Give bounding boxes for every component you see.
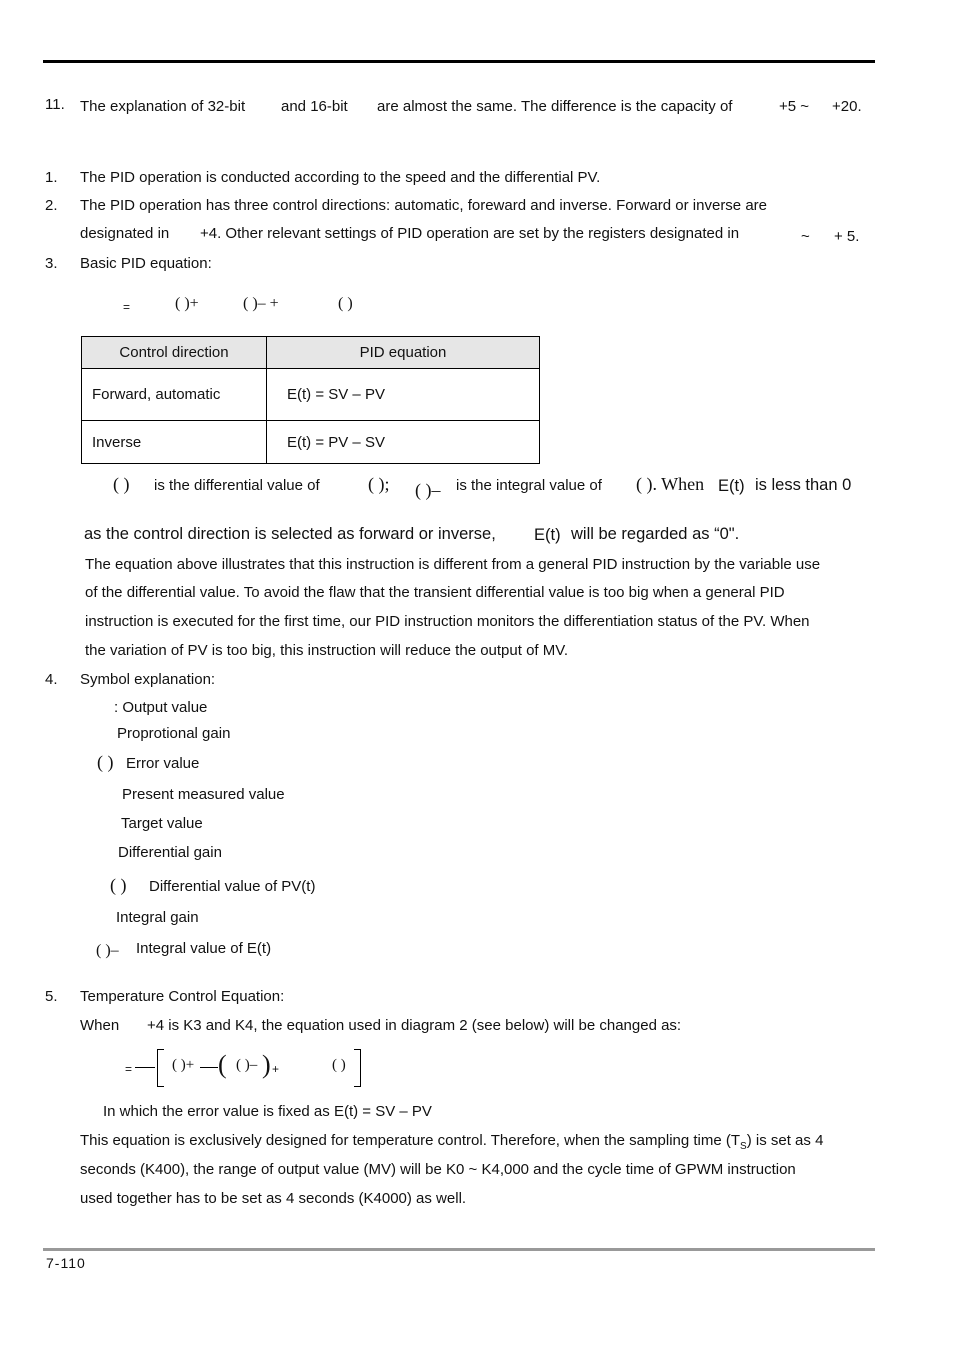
temp-eq-equals: = xyxy=(125,1062,133,1076)
explain-line-2b: will be regarded as “0". xyxy=(571,525,740,543)
temp-paragraph-line-1 xyxy=(80,1132,823,1152)
symbol-kp: Proprotional gain xyxy=(117,725,231,742)
equation-term-2: ( )– + xyxy=(243,295,279,312)
symbol-error-paren: ( ) xyxy=(97,752,114,772)
table-header-direction: Control direction xyxy=(82,337,267,369)
left-bracket xyxy=(157,1049,164,1087)
explain-paren-1: ( ) xyxy=(113,474,130,494)
table-cell-direction: Inverse xyxy=(82,421,267,464)
table-header-row xyxy=(82,337,540,369)
list-item-2-line-2b: +4. Other relevant settings of PID operation are set by the registers designated in xyxy=(200,225,740,242)
explain-paragraph-line: of the differential value. To avoid the flaw that the transient differential value is too big when a general PID xyxy=(85,584,785,601)
temp-eq-term-3: ( ) xyxy=(332,1057,346,1073)
left-paren: ( xyxy=(218,1050,227,1079)
note-text-3: are almost the same. The difference is the capacity of xyxy=(377,98,733,115)
temp-fixed-error: In which the error value is fixed as E(t) = SV – PV xyxy=(103,1103,432,1120)
note-text-1: The explanation of 32-bit xyxy=(80,98,246,115)
explain-line-2a: as the control direction is selected as forward or inverse, xyxy=(84,525,496,543)
temp-para-text-a: This equation is exclusively designed for temperature control. Therefore, when the sampling time (T xyxy=(80,1132,741,1149)
explain-paragraph-line: instruction is executed for the first time, our PID instruction monitors the differentiation status of the PV. When xyxy=(85,613,810,630)
footer-rule xyxy=(43,1248,875,1251)
list-item-3: Basic PID equation: xyxy=(80,255,212,272)
symbol-kd: Differential gain xyxy=(118,844,222,861)
explain-less-than: is less than 0 xyxy=(755,476,852,494)
temp-para-subscript: S xyxy=(740,1141,747,1152)
explain-et-2: E(t) xyxy=(534,526,561,544)
symbol-error: Error value xyxy=(126,755,200,772)
symbols-title: Symbol explanation: xyxy=(80,671,216,688)
explain-paren-3: ( )– xyxy=(415,480,441,500)
equation-equals: = xyxy=(123,300,131,314)
temp-eq-term-2: ( )– xyxy=(236,1057,258,1073)
symbol-dpv-paren: ( ) xyxy=(110,875,127,895)
temp-when-b: +4 is K3 and K4, the equation used in diagram 2 (see below) will be changed as: xyxy=(147,1017,682,1034)
temp-eq-term-1: ( )+ xyxy=(172,1057,195,1073)
table-cell-direction: Forward, automatic xyxy=(82,369,267,421)
symbol-sv: Target value xyxy=(121,815,203,832)
table-cell-equation: E(t) = PV – SV xyxy=(267,421,540,464)
explain-paren-4: ( ). When xyxy=(636,474,705,494)
explain-paragraph-line: the variation of PV is too big, this instruction will reduce the output of MV. xyxy=(85,642,569,659)
note-text-2: and 16-bit xyxy=(281,98,348,115)
equation-term-1: ( )+ xyxy=(175,295,199,312)
header-rule xyxy=(43,60,875,63)
table-row xyxy=(82,369,540,421)
temp-paragraph-line-3: used together has to be set as 4 seconds (K4000) as well. xyxy=(80,1190,467,1207)
temp-eq-plus: + xyxy=(272,1062,280,1076)
right-paren: ) xyxy=(262,1050,271,1079)
explain-paren-2: ( ); xyxy=(368,474,390,494)
symbol-dpv: Differential value of PV(t) xyxy=(149,878,316,895)
symbol-pv: Present measured value xyxy=(122,786,285,803)
list-item-2-end: + 5. xyxy=(834,228,860,245)
temp-para-text-b: ) is set as 4 xyxy=(746,1132,824,1149)
list-item-2-tilde: ~ xyxy=(801,228,810,245)
explain-et: E(t) xyxy=(718,477,745,495)
table-header-equation: PID equation xyxy=(267,337,540,369)
note-number: 11. xyxy=(45,96,65,113)
list-item-1: The PID operation is conducted according to the speed and the differential PV. xyxy=(80,169,601,186)
note-text-4: +5 ~ xyxy=(779,98,810,115)
symbol-int-paren: ( )– xyxy=(96,942,119,959)
list-number-4: 4. xyxy=(45,671,58,688)
equation-term-3: ( ) xyxy=(338,295,353,312)
fraction-bar xyxy=(135,1067,155,1068)
list-number-2: 2. xyxy=(45,197,58,214)
explain-is-int: is the integral value of xyxy=(456,477,602,494)
list-number-5: 5. xyxy=(45,988,58,1005)
explain-is-diff: is the differential value of xyxy=(154,477,320,494)
temp-paragraph-line-2: seconds (K400), the range of output value (MV) will be K0 ~ K4,000 and the cycle time of GPWM instruction xyxy=(80,1161,796,1178)
list-item-2-line-1: The PID operation has three control directions: automatic, foreward and inverse. Forward or inverse are xyxy=(80,197,767,214)
symbol-ki: Integral gain xyxy=(116,909,199,926)
list-item-2-line-2a: designated in xyxy=(80,225,170,242)
right-bracket xyxy=(354,1049,361,1087)
table-cell-equation: E(t) = SV – PV xyxy=(267,369,540,421)
symbol-int: Integral value of E(t) xyxy=(136,940,272,957)
list-number-3: 3. xyxy=(45,255,58,272)
page-number: 7-110 xyxy=(46,1255,86,1271)
table-row xyxy=(82,421,540,464)
temp-when-a: When xyxy=(80,1017,120,1034)
symbol-output: : Output value xyxy=(114,699,208,716)
explain-paragraph-line: The equation above illustrates that this instruction is different from a general PID instruction by the variable use xyxy=(85,556,821,573)
list-number-1: 1. xyxy=(45,169,58,186)
fraction-bar xyxy=(200,1067,218,1068)
temp-title: Temperature Control Equation: xyxy=(80,988,285,1005)
pid-direction-table xyxy=(81,336,540,464)
note-text-5: +20. xyxy=(832,98,862,115)
